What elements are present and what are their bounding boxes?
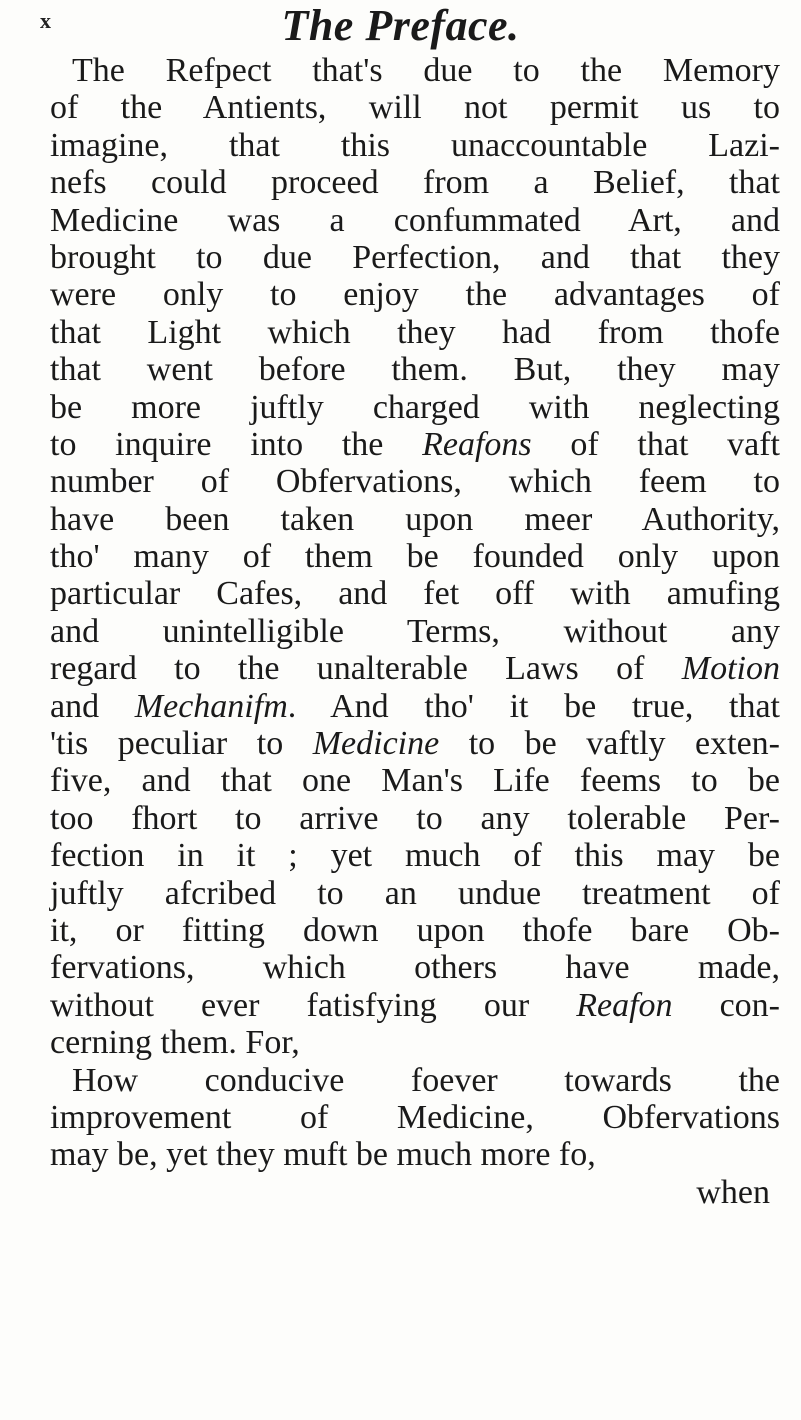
text-run: 'tis peculiar to [50, 725, 313, 763]
text-run: The Refpect that's due to the Memory [72, 52, 780, 89]
text-run: may be, yet they muft be much more fo, [50, 1136, 596, 1174]
text-line [50, 202, 780, 239]
text-line [50, 276, 780, 313]
text-line [50, 426, 780, 463]
text-line [50, 650, 780, 687]
text-run: imagine, that this unaccountable Lazi- [50, 126, 780, 164]
text-run: nefs could proceed from a Belief, that [50, 164, 780, 202]
text-line [50, 52, 780, 89]
text-run: con- [672, 986, 780, 1024]
text-run: too fhort to arrive to any tolerable Per- [50, 799, 780, 837]
text-run: tho' many of them be founded only upon [50, 538, 780, 576]
text-line [50, 501, 780, 538]
text-line [50, 389, 780, 426]
text-line [50, 1024, 780, 1061]
catchword: when [696, 1173, 770, 1211]
text-line [50, 575, 780, 612]
italic-word: Mechanifm [134, 687, 288, 725]
body-text [50, 52, 780, 1211]
text-run: without ever fatisfying our [50, 986, 577, 1024]
text-run: . And tho' it be true, that [287, 687, 781, 725]
text-line [50, 351, 780, 388]
page-corner-mark: x [40, 8, 51, 33]
text-run: How conducive foever towards the [72, 1061, 780, 1099]
running-head: The Preface. [281, 1, 520, 50]
text-run: number of Obfervations, which feem to [50, 463, 780, 501]
text-line [50, 725, 780, 762]
text-line [50, 800, 780, 837]
text-line [50, 987, 780, 1024]
italic-word: Reafon [576, 986, 673, 1024]
text-line [50, 89, 780, 126]
text-line [50, 1099, 780, 1136]
text-run: juftly afcribed to an undue treatment of [50, 874, 780, 912]
italic-word: Medicine [312, 725, 440, 763]
text-run: have been taken upon meer Authority, [50, 500, 780, 538]
text-line [50, 538, 780, 575]
text-run: to be vaftly exten- [439, 725, 781, 763]
text-line [50, 837, 780, 874]
text-run: that went before them. But, they may [50, 351, 780, 389]
text-run: fervations, which others have made, [50, 949, 780, 987]
text-line [50, 463, 780, 500]
text-line [50, 1062, 780, 1099]
text-run: were only to enjoy the advantages of [50, 276, 780, 314]
text-run: and unintelligible Terms, without any [50, 612, 780, 650]
text-run: fection in it ; yet much of this may be [50, 837, 780, 875]
text-line [50, 875, 780, 912]
text-run: five, and that one Man's Life feems to be [50, 762, 780, 800]
text-run: of that vaft [531, 425, 780, 463]
text-line [50, 613, 780, 650]
text-line [50, 912, 780, 949]
text-run: improvement of Medicine, Obfervations [50, 1098, 780, 1136]
text-run: of the Antients, will not permit us to [50, 89, 780, 127]
text-line [50, 762, 780, 799]
text-run: brought to due Perfection, and that they [50, 238, 780, 276]
text-run: and [50, 687, 135, 725]
text-line [50, 314, 780, 351]
italic-word: Reafons [422, 425, 532, 463]
text-line [50, 688, 780, 725]
text-line [50, 1136, 780, 1173]
text-run: regard to the unalterable Laws of [50, 650, 682, 688]
text-run: Medicine was a confummated Art, and [50, 201, 780, 239]
text-run: be more juftly charged with neglecting [50, 388, 780, 426]
text-line [50, 164, 780, 201]
text-run: it, or fitting down upon thofe bare Ob- [50, 911, 780, 949]
text-run: cerning them. For, [50, 1024, 300, 1062]
text-line [50, 127, 780, 164]
italic-word: Motion [681, 650, 780, 688]
text-line [50, 949, 780, 986]
text-line [50, 239, 780, 276]
text-run: to inquire into the [50, 425, 423, 463]
text-run: particular Cafes, and fet off with amufing [50, 575, 780, 613]
text-run: that Light which they had from thofe [50, 313, 780, 351]
